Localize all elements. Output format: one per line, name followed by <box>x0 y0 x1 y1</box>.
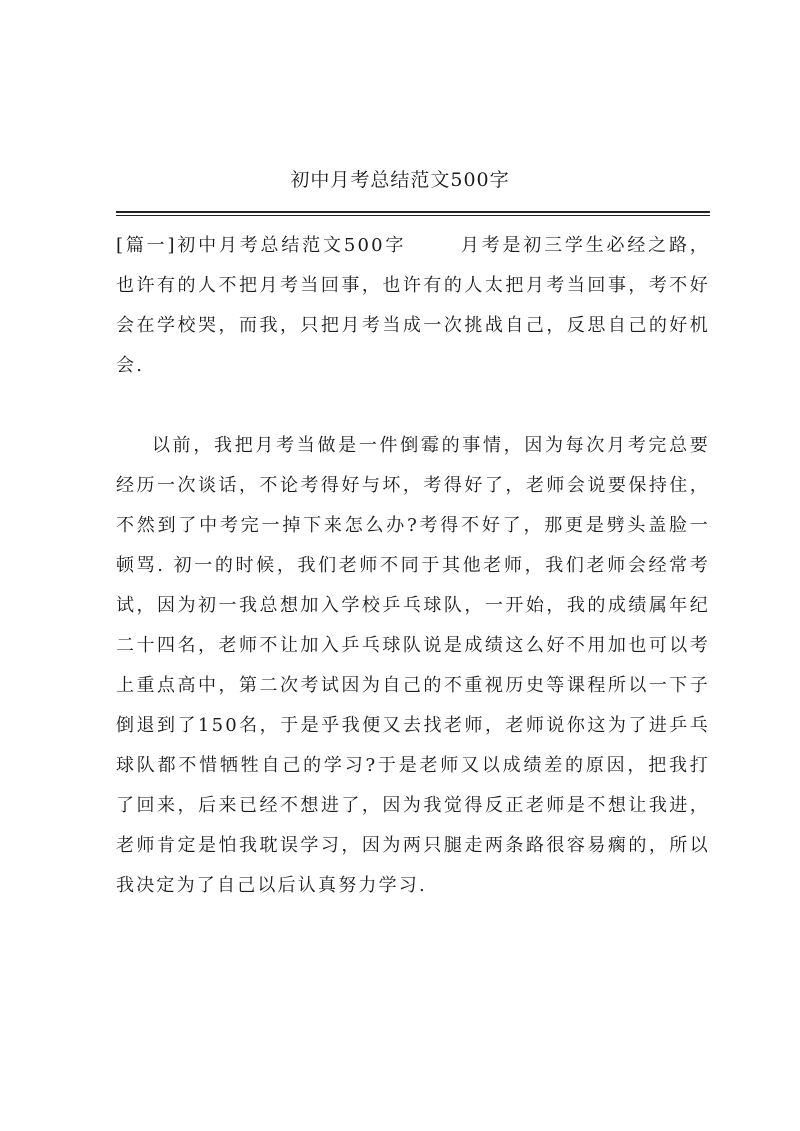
paragraph-2: 以前，我把月考当做是一件倒霉的事情，因为每次月考完总要经历一次谈话，不论考得好与坏，考得好了，老师会说要保持住，不然到了中考完一掉下来怎么办?考得不好了，那更是劈头盖脸一顿骂. 初一的时候，我们老师不同于其他老师，我们老师会经常考试，因为初一我总想加入学校乒乓球队，一开始，我的成绩属年纪二十四名，老师不让加入乒乓球队说是成绩这么好不用加也可以考上重点高中，第二次考试因为自己的不重视历史等课程所以一下子倒退到了150名，于是乎我便又去找老师，老师说你这为了进乒乓球队都不惜牺牲自己的学习?于是老师又以成绩差的原因，把我打了回来，后来已经不想进了，因为我觉得反正老师是不想让我进，老师肯定是怕我耽误学习，因为两只腿走两条路很容易瘸的，所以我决定为了自己以后认真努力学习. <box>116 435 710 896</box>
paragraph-1-text: 月考是初三学生必经之路，也许有的人不把月考当回事，也许有的人太把月考当回事，考不好会在学校哭，而我，只把月考当成一次挑战自己，反思自己的好机会. <box>116 235 710 376</box>
paragraph-1 <box>116 226 710 386</box>
paragraph-spacer <box>116 386 710 426</box>
section-label: [篇一]初中月考总结范文500字 <box>116 235 407 256</box>
document-title: 初中月考总结范文500字 <box>290 169 510 191</box>
title-divider-thick <box>116 211 710 213</box>
document-body <box>116 226 710 906</box>
title-divider-thin <box>116 215 710 216</box>
